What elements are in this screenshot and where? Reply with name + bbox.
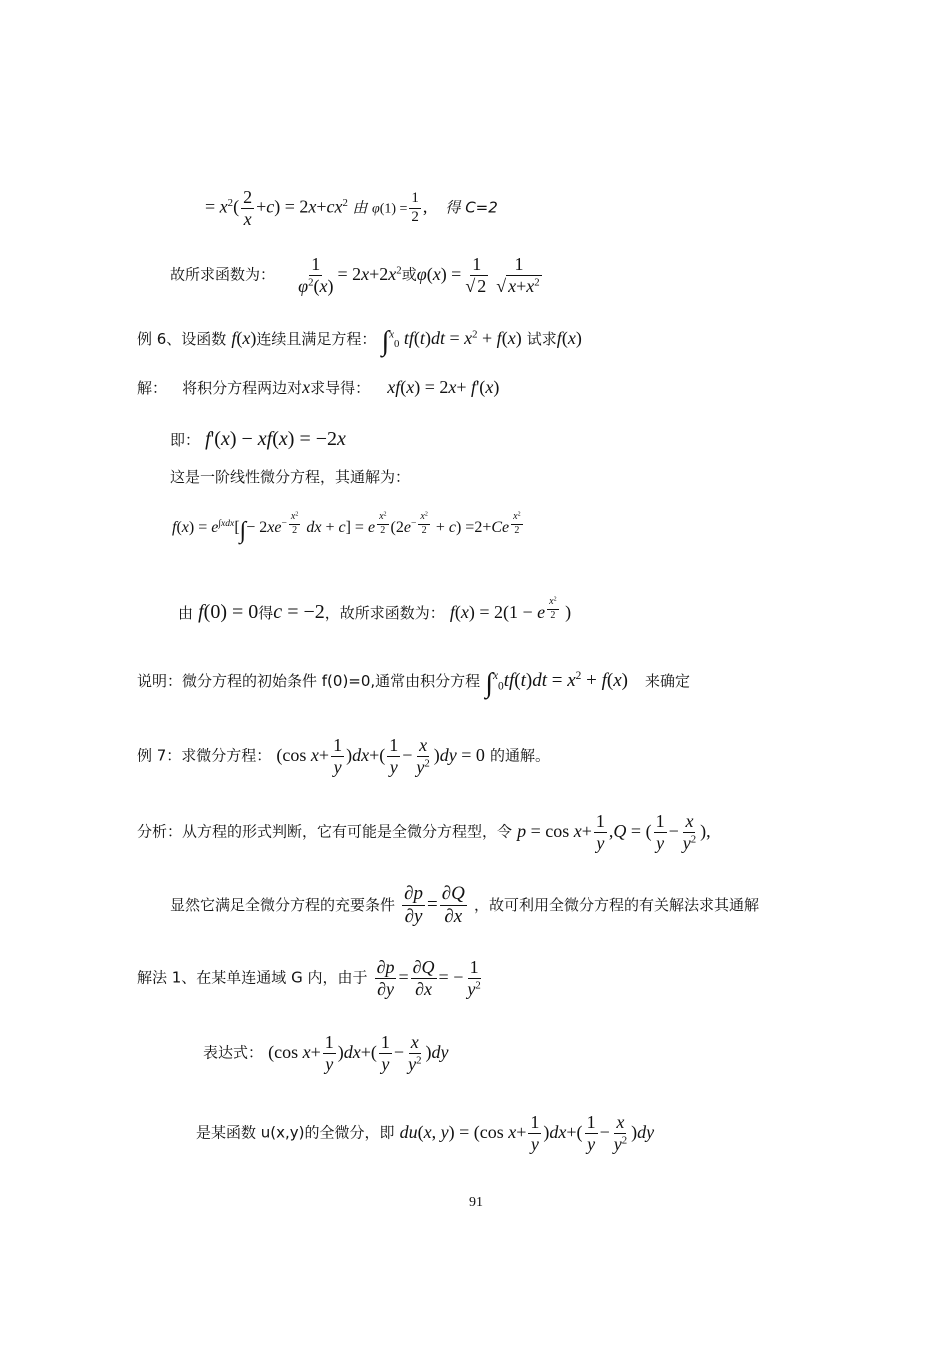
solution-step-derivative: 解： 将积分方程两边对x求导得： xf(x) = 2x+ f'(x): [137, 377, 500, 397]
note-initial-condition: 说明：微分方程的初始条件 f(0)=0,通常由积分方程 $\int^x_0tf(t)dt = x^2 + f(x)$ 来确定: [137, 668, 691, 699]
exactness-condition: 显然它满足全微分方程的充要条件 $\frac{\partial p}{\partial y}$ = $\frac{\partial Q}{\partial x}$ ，故可利用全微分方程的有关解法求其通解: [170, 883, 759, 927]
general-solution-equation: $f(x) = e^{\int xdx}[\int- 2xe^{- \frac{x^2}{2}}$ dx + c] = e $^{\frac{x^2}{2}}$ ($2e^{- \frac{x^2}{2}}$ + c) =2+Ce $^{\frac{x^2}{2}}$: [172, 511, 521, 544]
page-number: 91: [469, 1195, 483, 1210]
expression-line: 表达式： (cos x+ $\frac{1}{y}$ )dx+( $\frac{1}{y}$ − $\frac{x}{y^2}$ )dy: [203, 1032, 449, 1074]
example-7-statement: 例 7：求微分方程： (cos x+ $\frac{1}{y}$ )dx+( $\frac{1}{y}$ − $\frac{x}{y^2}$ )dy = 0 的通解。: [137, 735, 551, 777]
linear-ode-form: 即： f'(x) − xf(x) = −2x: [170, 428, 346, 450]
total-differential-line: 是某函数 u(x,y)的全微分，即 du(x, y) = (cos x+ $\frac{1}{y}$ )dx+( $\frac{1}{y}$ − $\frac{x}{y^2}$ )dy: [196, 1112, 655, 1154]
method-1-partials: 解法 1、在某单连通域 G 内，由于 $\frac{\partial p}{\partial y}$ = $\frac{\partial Q}{\partial x}$ = − $\frac{1}{y^2}$: [137, 957, 481, 999]
analysis-define-pq: 分析：从方程的形式判断，它有可能是全微分方程型，令 p = cos x+ $\frac{1}{y}$ ,Q = ( $\frac{1}{y}$ − $\frac{x}{y^2}$ ),: [137, 811, 711, 853]
equation-line-2: 故所求函数为： $\frac{1}{\varphi^2(x)}$ = $2x+2x^2$或φ(x) = $\frac{1}{√ 2}$ $\frac{1}{√ x+x^2}$: [170, 254, 540, 296]
initial-condition-result: 由 f(0) = 0得c = −2，故所求函数为： f(x) = 2(1 − e $^{\frac{x^2}{2}}$ ): [178, 596, 572, 623]
example-6-statement: 例 6、设函数 f(x)连续且满足方程： ∫$^x_0$ $tf(t)dt = x^2 + f(x)$ 试求f(x): [137, 326, 582, 357]
equation-line-1: = $x^2$( $\frac{2}{x}$ $+c) = 2x+cx^2$ 由 φ(1) = $\frac{1}{2}$ , 得 C=2: [205, 187, 498, 229]
ode-description: 这是一阶线性微分方程，其通解为：: [170, 468, 411, 486]
